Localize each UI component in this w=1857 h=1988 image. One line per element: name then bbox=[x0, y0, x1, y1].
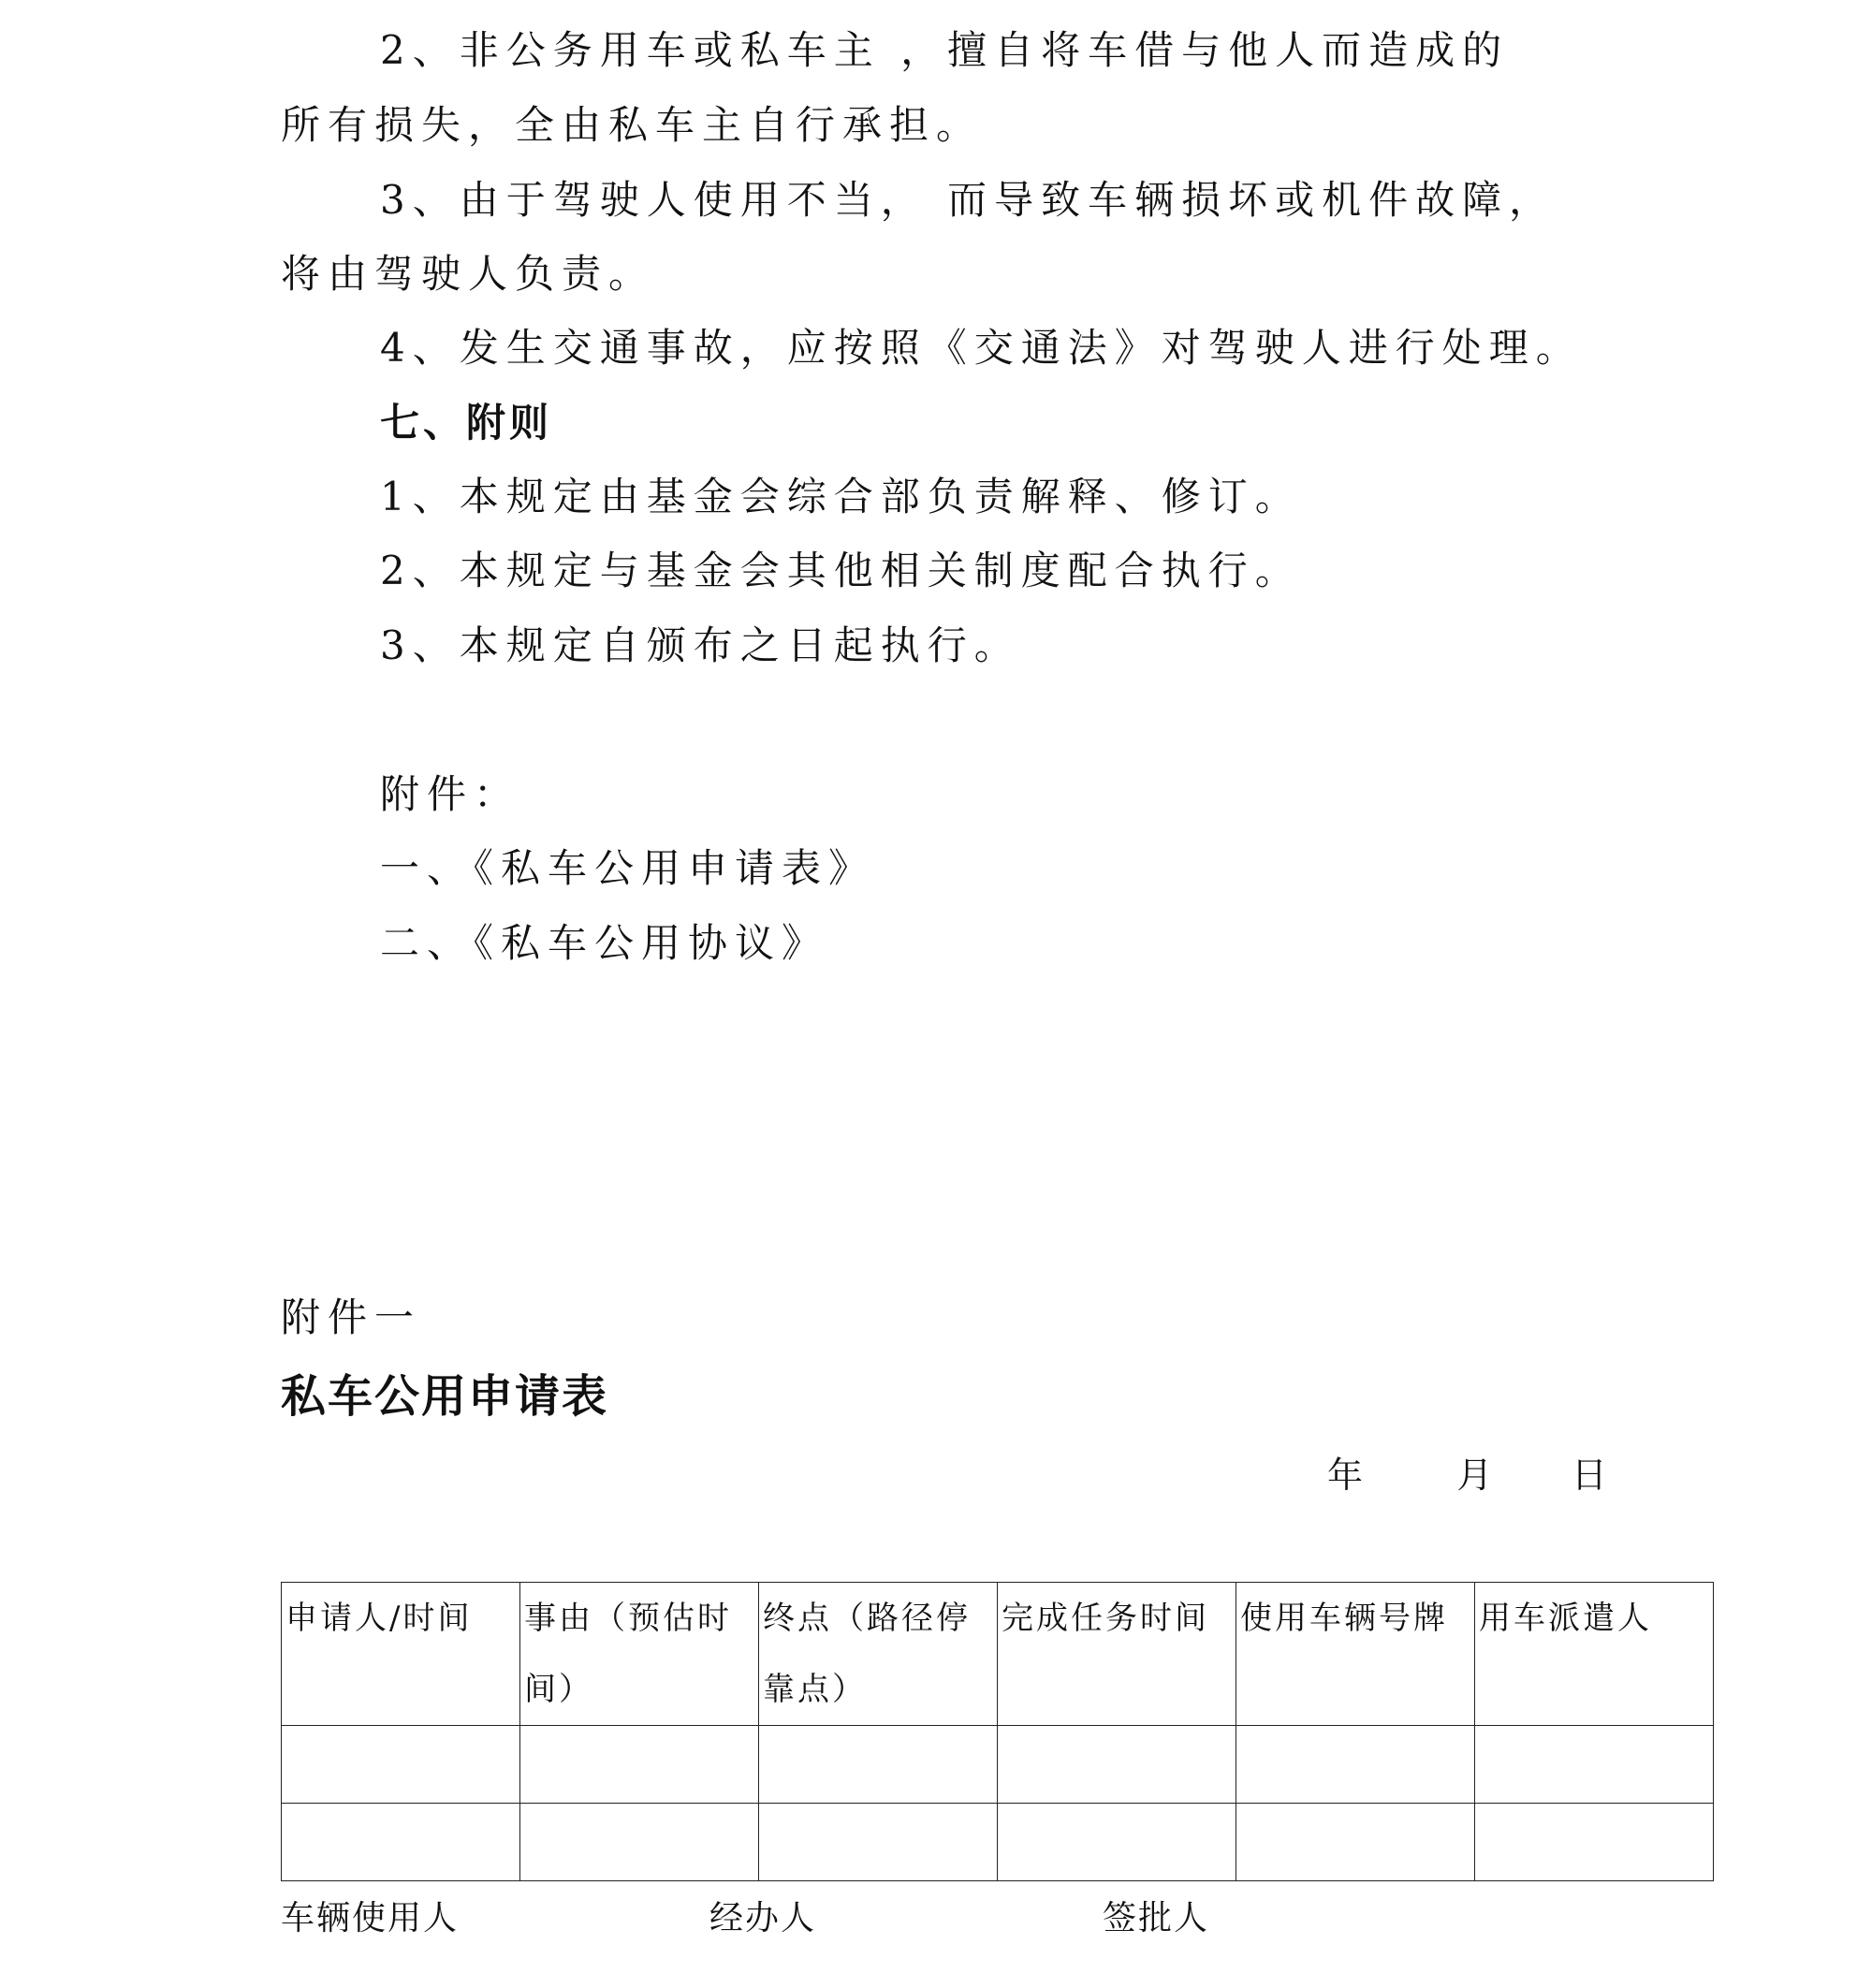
rule-item-2-line-1: 2、非公务用车或私车主 ，擅自将车借与他人而造成的 bbox=[380, 27, 1510, 73]
column-header-applicant: 申请人/时间 bbox=[282, 1583, 520, 1726]
attachments-label: 附件： bbox=[380, 771, 521, 817]
rule-item-3-line-1: 3、由于驾驶人使用不当， 而导致车辆损坏或机件故障， bbox=[380, 177, 1557, 223]
rule-item-4: 4、发生交通事故，应按照《交通法》对驾驶人进行处理。 bbox=[380, 325, 1583, 371]
section-heading-supplementary: 七、附则 bbox=[380, 400, 553, 446]
attachment-item-2: 二、《私车公用协议》 bbox=[380, 920, 829, 966]
table-cell[interactable] bbox=[998, 1726, 1236, 1804]
supplementary-item-3: 3、本规定自颁布之日起执行。 bbox=[380, 622, 1021, 668]
form-title: 私车公用申请表 bbox=[281, 1370, 609, 1423]
table-cell[interactable] bbox=[998, 1804, 1236, 1881]
table-header-row bbox=[282, 1583, 1714, 1726]
column-header-destination: 终点（路径停靠点） bbox=[759, 1583, 998, 1726]
rule-item-3-line-2: 将由驾驶人负责。 bbox=[281, 251, 656, 297]
rule-item-2-line-2: 所有损失，全由私车主自行承担。 bbox=[281, 102, 984, 148]
column-header-dispatcher: 用车派遣人 bbox=[1475, 1583, 1714, 1726]
table-cell[interactable] bbox=[1236, 1804, 1475, 1881]
form-date-line: 年 月 日 bbox=[1327, 1454, 1611, 1496]
table-cell[interactable] bbox=[282, 1726, 520, 1804]
column-header-completion-time: 完成任务时间 bbox=[998, 1583, 1236, 1726]
attachment-item-1: 一、《私车公用申请表》 bbox=[380, 845, 876, 891]
signature-handler: 经办人 bbox=[709, 1899, 817, 1937]
table-row bbox=[282, 1804, 1714, 1881]
supplementary-item-2: 2、本规定与基金会其他相关制度配合执行。 bbox=[380, 548, 1302, 593]
supplementary-item-1: 1、本规定由基金会综合部负责解释、修订。 bbox=[380, 474, 1302, 519]
table-cell[interactable] bbox=[282, 1804, 520, 1881]
table-cell[interactable] bbox=[759, 1804, 998, 1881]
signature-approver: 签批人 bbox=[1103, 1899, 1210, 1937]
table-cell[interactable] bbox=[1475, 1726, 1714, 1804]
column-header-reason: 事由（预估时间） bbox=[520, 1583, 759, 1726]
table-cell[interactable] bbox=[520, 1804, 759, 1881]
table-cell[interactable] bbox=[1236, 1726, 1475, 1804]
form-attachment-label: 附件一 bbox=[281, 1294, 422, 1340]
table-cell[interactable] bbox=[1475, 1804, 1714, 1881]
application-form-table bbox=[281, 1582, 1714, 1881]
column-header-plate-number: 使用车辆号牌 bbox=[1236, 1583, 1475, 1726]
table-cell[interactable] bbox=[759, 1726, 998, 1804]
table-cell[interactable] bbox=[520, 1726, 759, 1804]
table-row bbox=[282, 1726, 1714, 1804]
signature-vehicle-user: 车辆使用人 bbox=[281, 1899, 460, 1937]
